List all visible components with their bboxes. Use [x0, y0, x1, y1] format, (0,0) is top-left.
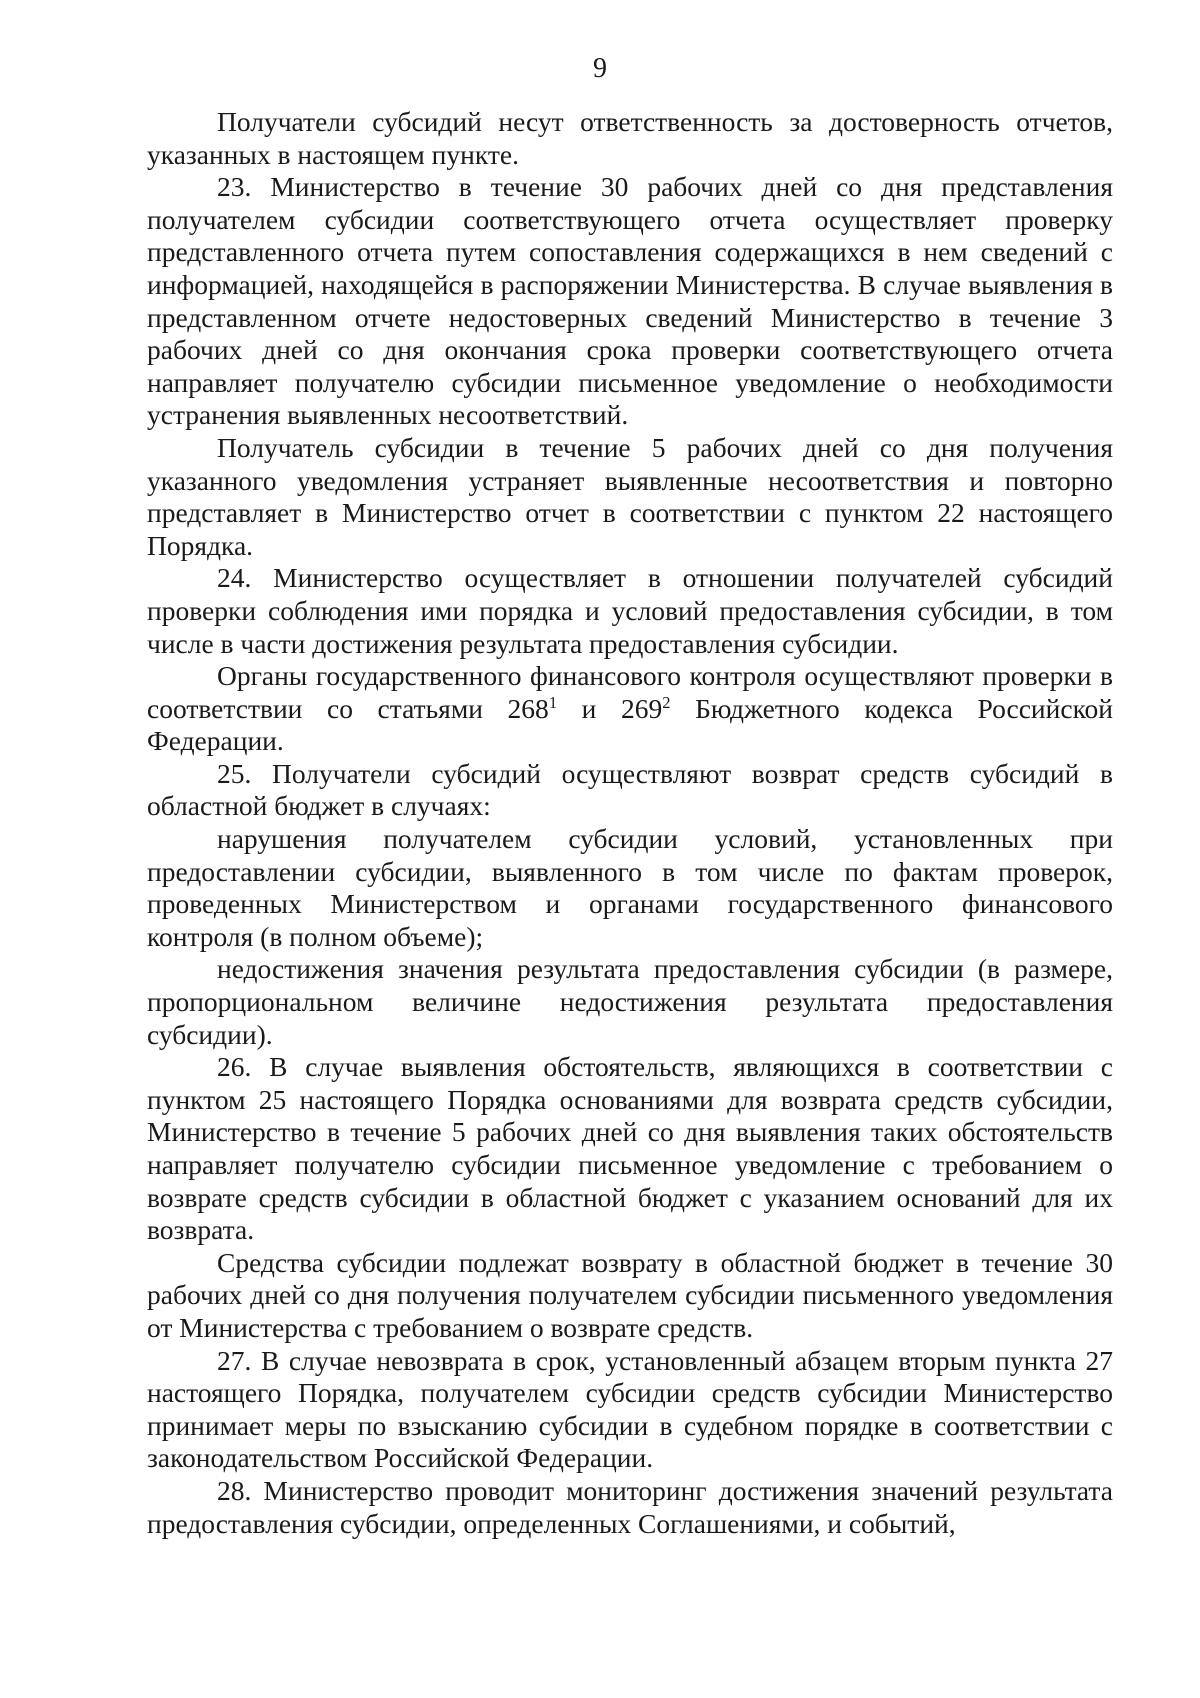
- paragraph-27: 27. В случае невозврата в срок, установленный абзацем вторым пункта 27 настоящего Порядка, получателем субсидии средств субсидии Министерство принимает меры по взысканию субсидии в судебном порядке в соответствии с законодательством Российской Федерации.: [147, 1344, 1113, 1474]
- paragraph-26: 26. В случае выявления обстоятельств, являющихся в соответствии с пунктом 25 настоящего Порядка основаниями для возврата средств субсидии, Министерство в течение 5 рабочих дней со дня выявления таких обстоятельств направляет получателю субсидии письменное уведомление с требованием о возврате средств субсидии в областной бюджет с указанием оснований для их возврата.: [147, 1051, 1113, 1246]
- footnote-mark-1: 1: [548, 692, 558, 712]
- footnote-mark-2: 2: [662, 692, 671, 712]
- paragraph-24-financial-control: [147, 660, 1113, 758]
- paragraph-25: 25. Получатели субсидий осуществляют возврат средств субсидий в областной бюджет в случаях:: [147, 757, 1113, 822]
- paragraph-reporting-responsibility: Получатели субсидий несут ответственность за достоверность отчетов, указанных в настоящем пункте.: [147, 106, 1113, 170]
- paragraph-26-refund-term: Средства субсидии подлежат возврату в областной бюджет в течение 30 рабочих дней со дня получения получателем субсидии письменного уведомления от Министерства с требованием о возврате средств.: [147, 1246, 1113, 1343]
- page-number: 9: [593, 53, 607, 84]
- control-text-middle: и 269: [557, 692, 663, 724]
- paragraph-23: 23. Министерство в течение 30 рабочих дней со дня представления получателем субсидии соответствующего отчета осуществляет проверку представленного отчета путем сопоставления содержащихся в нем сведений с информацией, находящейся в распоряжении Министерства. В случае выявления в представленном отчете недостоверных сведений Министерство в течение 3 рабочих дней со дня окончания срока проверки соответствующего отчета направляет получателю субсидии письменное уведомление о необходимости устранения выявленных несоответствий.: [147, 171, 1113, 431]
- paragraph-24: 24. Министерство осуществляет в отношении получателей субсидий проверки соблюдения ими порядка и условий предоставления субсидии, в том числе в части достижения результата предоставления субсидии.: [147, 562, 1113, 659]
- paragraph-28: 28. Министерство проводит мониторинг достижения значений результата предоставления субсидии, определенных Соглашениями, и событий,: [147, 1474, 1113, 1539]
- paragraph-23-correction: Получатель субсидии в течение 5 рабочих дней со дня получения указанного уведомления устраняет выявленные несоответствия и повторно представляет в Министерство отчет в соответствии с пунктом 22 настоящего Порядка.: [147, 431, 1113, 561]
- control-text-end: Бюджетного кодекса Российской Федерации.: [147, 692, 1113, 757]
- document-body: [147, 106, 1113, 1540]
- control-text-start: Органы государственного финансового контроля осуществляют проверки в соответствии со статьями 268: [147, 660, 1113, 724]
- paragraph-25-case-underachievement: недостижения значения результата предоставления субсидии (в размере, пропорциональном величине недостижения результата предоставления субсидии).: [147, 953, 1113, 1050]
- paragraph-25-case-violation: нарушения получателем субсидии условий, установленных при предоставлении субсидии, выявленного в том числе по фактам проверок, проведенных Министерством и органами государственного финансового контроля (в полном объеме);: [147, 823, 1113, 952]
